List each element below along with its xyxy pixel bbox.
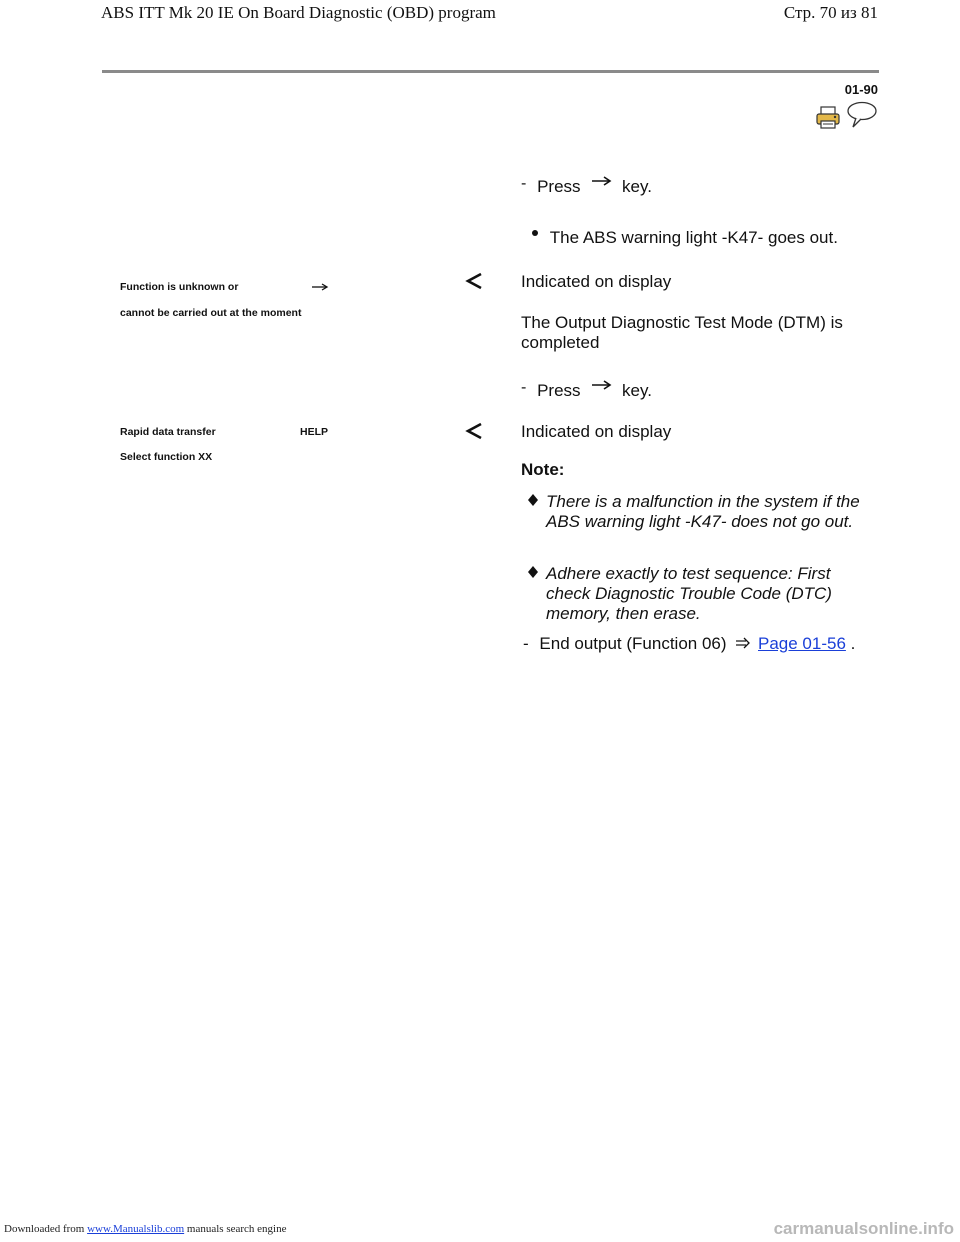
dtm-completed-text: The Output Diagnostic Test Mode (DTM) is completed [521,313,843,352]
key-label: key. [622,381,652,400]
end-output-step [523,634,855,654]
chevron-left-icon [464,422,484,440]
page-number: 01-90 [844,82,878,97]
end-output-suffix: . [850,634,856,653]
press-step-2 [521,378,652,401]
display-line-1: Rapid data transfer [120,426,216,438]
press-label: Press [537,381,581,400]
diamond-icon [528,494,538,506]
watermark: carmanualsonline.info [773,1219,954,1238]
footer-link[interactable]: www.Manualslib.com [87,1223,185,1235]
diamond-icon [528,566,538,578]
arrow-right-icon [589,174,613,188]
page-link[interactable]: Page 01-56 [758,634,846,653]
printer-icon[interactable] [815,106,841,130]
press-step-1 [521,174,652,197]
chevron-left-icon [464,272,484,290]
arrow-right-icon [311,282,329,292]
footer-prefix: Downloaded from [4,1223,85,1235]
step-dash: - [521,175,527,192]
note-label: Note: [521,460,565,479]
note-text: There is a malfunction in the system if the ABS warning light -K47- does not go out. [546,492,860,531]
bullet-dot-icon [531,229,539,237]
key-label: key. [622,177,652,196]
footer [4,1223,286,1235]
step-dash: - [523,634,529,653]
display-line-2: Select function XX [120,451,213,463]
result-text: The ABS warning light -K47- goes out. [549,228,838,247]
display-help: HELP [300,426,329,438]
press-label: Press [537,177,581,196]
result-item [531,228,838,248]
end-output-text: End output (Function 06) [539,634,727,653]
indicated-on-display-1: Indicated on display [521,272,672,291]
page-counter: Стр. 70 из 81 [783,3,878,22]
document-title: ABS ITT Mk 20 IE On Board Diagnostic (OBD) program [101,3,496,22]
arrow-right-icon [589,378,613,392]
double-arrow-right-icon [735,637,751,649]
speech-bubble-icon[interactable] [846,101,878,129]
display-line-2: cannot be carried out at the moment [120,307,302,319]
indicated-on-display-2: Indicated on display [521,422,672,441]
header-divider [102,70,879,73]
footer-suffix: manuals search engine [186,1223,287,1235]
display-line-1: Function is unknown or [120,281,239,293]
note-text: Adhere exactly to test sequence: First check Diagnostic Trouble Code (DTC) memory, then erase. [546,564,832,623]
step-dash: - [521,379,527,396]
